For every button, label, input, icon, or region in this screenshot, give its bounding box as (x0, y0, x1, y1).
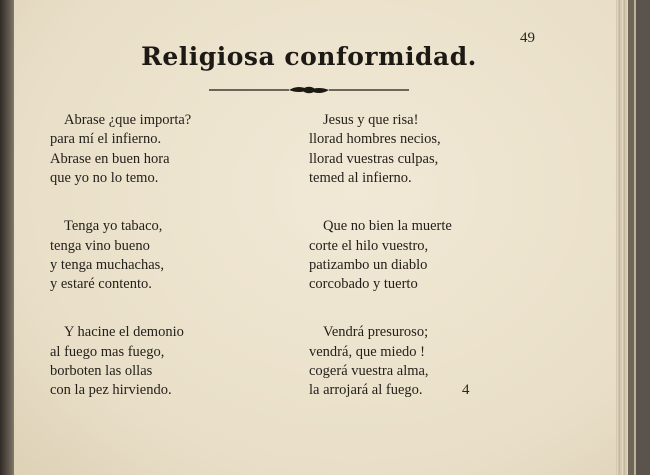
verse-line: Tenga yo tabaco, (64, 218, 163, 235)
verse-line: al fuego mas fuego, (50, 343, 165, 360)
verse-line: y estaré contento. (50, 276, 152, 293)
verse-line: con la pez hirviendo. (50, 382, 172, 399)
verse-line: y tenga muchachas, (50, 256, 164, 273)
verse-line: Abrase ¿que importa? (64, 112, 192, 128)
verse-line: Y hacine el demonio (64, 324, 184, 341)
book-page (14, 0, 636, 475)
right-column (309, 111, 452, 429)
verse-line: tenga vino bueno (50, 237, 150, 254)
verse-line: llorad vuestras culpas, (309, 150, 439, 167)
verse-line: cogerá vuestra alma, (309, 363, 429, 380)
poem-title: Religiosa conformidad. (141, 42, 477, 71)
stanza (309, 323, 452, 401)
verse-line: para mí el infierno. (50, 131, 162, 148)
verse-line: Abrase en buen hora (50, 150, 170, 167)
stanza (50, 323, 191, 401)
stanza (309, 217, 452, 295)
fore-edge (628, 0, 634, 475)
stanza (50, 111, 191, 189)
verse-line: corte el hilo vuestro, (309, 237, 429, 254)
verse-line: Que no bien la muerte (323, 218, 452, 235)
stanza (50, 217, 191, 295)
verse-line: corcobado y tuerto (309, 276, 418, 293)
verse-line: que yo no lo temo. (50, 170, 159, 187)
page-number: 49 (520, 30, 535, 46)
verse-line: Jesus y que risa! (323, 112, 419, 128)
verse-line: patizambo un diablo (309, 256, 428, 273)
title-ornament-rule (207, 83, 411, 97)
verse-line: vendrá, que miedo ! (309, 343, 425, 360)
verse-line: llorad hombres necios, (309, 131, 441, 148)
verse-line: la arrojará al fuego. (309, 382, 423, 399)
signature-mark: 4 (462, 382, 470, 398)
verse-line: Vendrá presuroso; (323, 324, 429, 341)
verse-line: temed al infierno. (309, 170, 412, 187)
verse-line: borboten las ollas (50, 363, 153, 380)
stanza (309, 111, 452, 189)
left-column (50, 111, 191, 429)
